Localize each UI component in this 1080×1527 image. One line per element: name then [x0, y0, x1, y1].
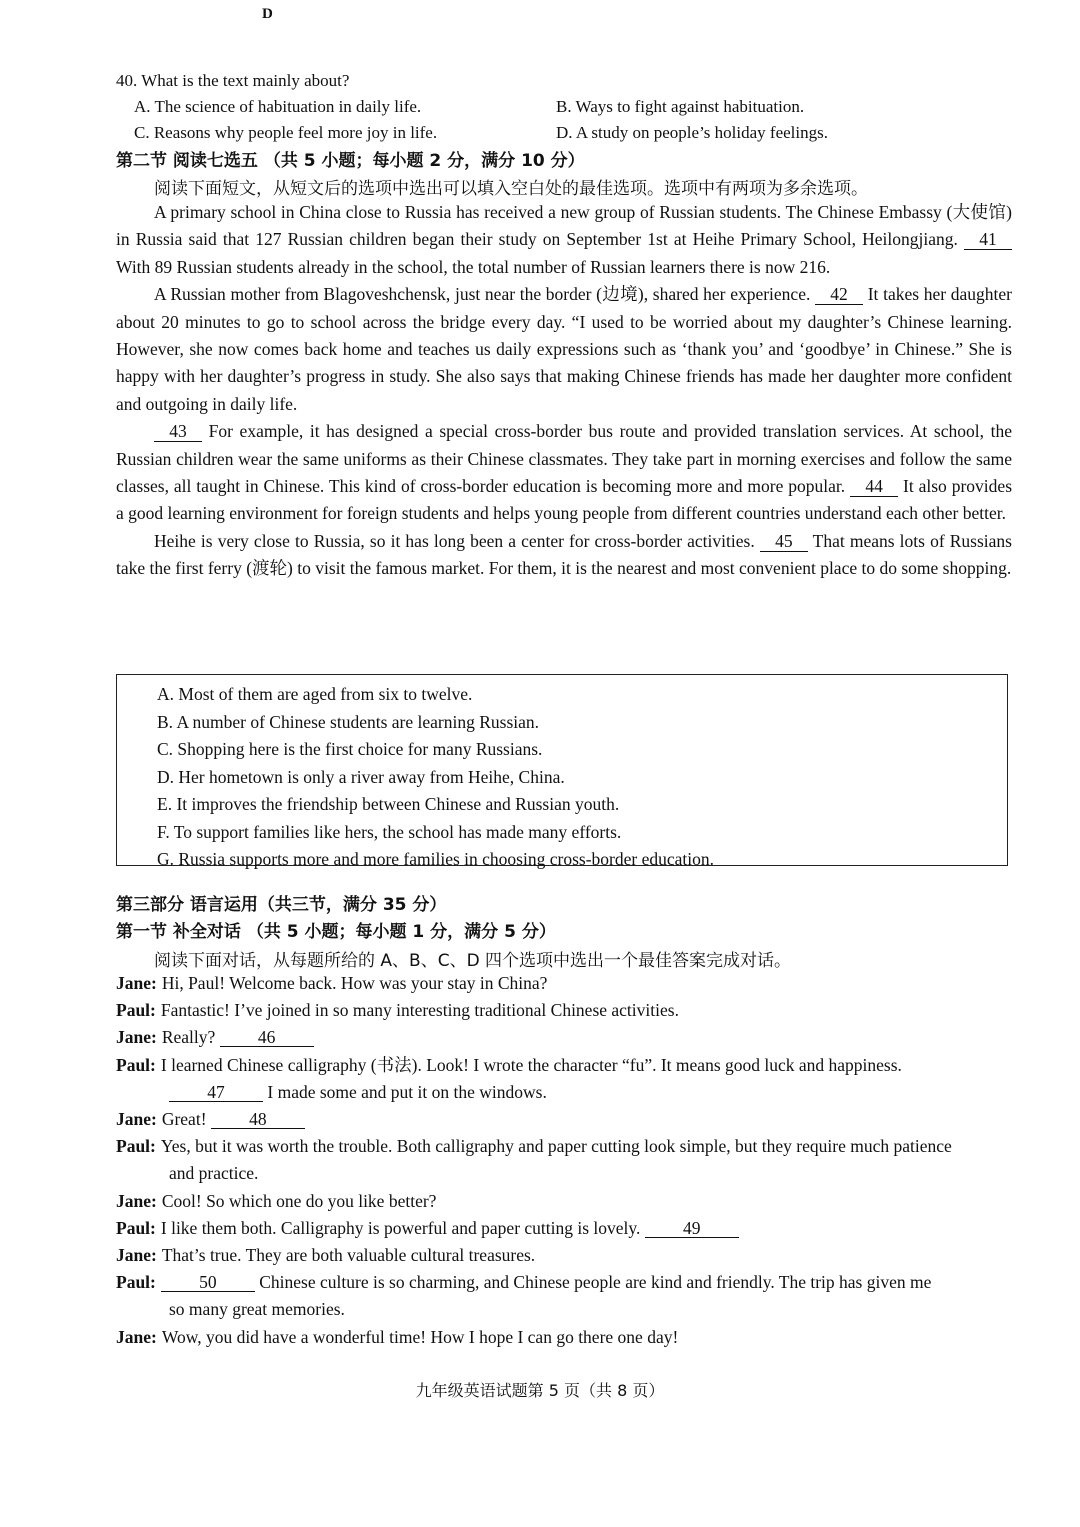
- dialogue-line: Jane: Hi, Paul! Welcome back. How was your stay in China?: [116, 973, 548, 993]
- paragraph-1: A primary school in China close to Russia has received a new group of Russian students. The Chinese Embassy (大使馆) in Russia said that 127 Russian children began their study on September 1st at Heihe Primary School, Heilongjiang. 41 With 89 Russian students already in the school, the total number of Russian learners there is now 216.: [116, 202, 1012, 277]
- paragraph-2: A Russian mother from Blagoveshchensk, just near the border (边境), shared her experience. 42 It takes her daughter about 20 minutes to go to school across the bridge every day. “I used to be worried about my daughter’s Chinese learning. However, she now comes back home and teaches us daily expressions such as ‘thank you’ and ‘goodbye’ in Chinese.” She is happy with her daughter’s progress in study. She also says that making Chinese friends has made her daughter more confident and outgoing in daily life.: [116, 284, 1012, 414]
- page-footer: 九年级英语试题第 5 页（共 8 页）: [415, 1381, 665, 1400]
- choice-b: B. A number of Chinese students are learning Russian.: [157, 711, 540, 732]
- option-c: C. Reasons why people feel more joy in life.: [134, 123, 438, 142]
- question-40: [116, 68, 1016, 146]
- option-a: A. The science of habituation in daily life.: [134, 97, 422, 116]
- paragraph-3: 43 For example, it has designed a special cross-border bus route and provided translation services. At school, the Russian children wear the same uniforms as their Chinese classmates. They take part in morning exercises and follow the same classes, all taught in Chinese. This kind of cross-border education is becoming more and more popular. 44 It also provides a good learning environment for foreign students and helps young people from different countries understand each other better.: [116, 421, 1012, 524]
- corner-mark: D: [262, 6, 273, 22]
- choice-a: A. Most of them are aged from six to twelve.: [157, 684, 473, 704]
- answer-blank-42[interactable]: 42: [815, 284, 863, 305]
- choice-c: C. Shopping here is the first choice for many Russians.: [157, 739, 543, 759]
- section-heading-2: 第一节 补全对话 （共 5 小题；每小题 1 分，满分 5 分）: [116, 922, 556, 942]
- dialogue-instruction: 阅读下面对话，从每题所给的 A、B、C、D 四个选项中选出一个最佳答案完成对话。: [154, 951, 792, 971]
- answer-blank-48[interactable]: 48: [211, 1110, 305, 1129]
- reading-passage: [116, 199, 1012, 583]
- option-d: D. A study on people’s holiday feelings.: [556, 123, 828, 142]
- choice-g: G. Russia supports more and more families in choosing cross-border education.: [157, 849, 714, 869]
- choice-f: F. To support families like hers, the school has made many efforts.: [157, 821, 622, 842]
- answer-blank-46[interactable]: 46: [220, 1028, 314, 1047]
- dialogue-line: Jane: Really? 46: [116, 1024, 1016, 1051]
- option-b: B. Ways to fight against habituation.: [556, 97, 805, 116]
- answer-blank-45[interactable]: 45: [760, 531, 808, 552]
- dialogue-line: Paul: Fantastic! I’ve joined in so many interesting traditional Chinese activities.: [116, 1000, 679, 1021]
- dialogue-continuation: so many great memories.: [169, 1299, 345, 1320]
- dialogue-line: Jane: Wow, you did have a wonderful time! How I hope I can go there one day!: [116, 1326, 679, 1347]
- options-box: [116, 674, 1008, 869]
- section-heading: 第二节 阅读七选五 （共 5 小题；每小题 2 分，满分 10 分）: [116, 151, 585, 171]
- dialogue-continuation: 47 I made some and put it on the windows.: [116, 1079, 1016, 1106]
- choice-e: E. It improves the friendship between Chinese and Russian youth.: [157, 794, 620, 814]
- answer-blank-50[interactable]: 50: [161, 1273, 255, 1292]
- part-heading: 第三部分 语言运用（共三节，满分 35 分）: [116, 895, 447, 915]
- question-stem: 40. What is the text mainly about?: [116, 71, 350, 90]
- dialogue-line: Jane: Cool! So which one do you like better?: [116, 1190, 437, 1211]
- answer-blank-41[interactable]: 41: [964, 229, 1012, 250]
- dialogue-line: Jane: Great! 48: [116, 1106, 1016, 1133]
- answer-blank-47[interactable]: 47: [169, 1083, 263, 1102]
- answer-blank-49[interactable]: 49: [645, 1219, 739, 1238]
- question-options: [116, 94, 1016, 146]
- dialogue-line: Paul: 50 Chinese culture is so charming, and Chinese people are kind and friendly. The trip has given me: [116, 1272, 932, 1293]
- dialogue: [116, 970, 1016, 1351]
- dialogue-line: Paul: I learned Chinese calligraphy (书法). Look! I wrote the character “fu”. It means good luck and happiness.: [116, 1054, 902, 1075]
- section-instruction: 阅读下面短文，从短文后的选项中选出可以填入空白处的最佳选项。选项中有两项为多余选项。: [154, 179, 868, 199]
- answer-blank-43[interactable]: 43: [154, 421, 202, 442]
- choice-d: D. Her hometown is only a river away from Heihe, China.: [157, 766, 565, 787]
- dialogue-line: Paul: I like them both. Calligraphy is powerful and paper cutting is lovely. 49: [116, 1215, 1016, 1242]
- paragraph-4: Heihe is very close to Russia, so it has long been a center for cross-border activities. 45 That means lots of Russians take the first ferry (渡轮) to visit the famous market. For them, it is the nearest and most convenient place to do some shopping.: [116, 530, 1012, 579]
- dialogue-line: Jane: That’s true. They are both valuable cultural treasures.: [116, 1245, 536, 1266]
- answer-blank-44[interactable]: 44: [850, 476, 898, 497]
- dialogue-continuation: and practice.: [169, 1163, 259, 1184]
- dialogue-line: Paul: Yes, but it was worth the trouble. Both calligraphy and paper cutting look simple, but they require much patience: [116, 1136, 952, 1157]
